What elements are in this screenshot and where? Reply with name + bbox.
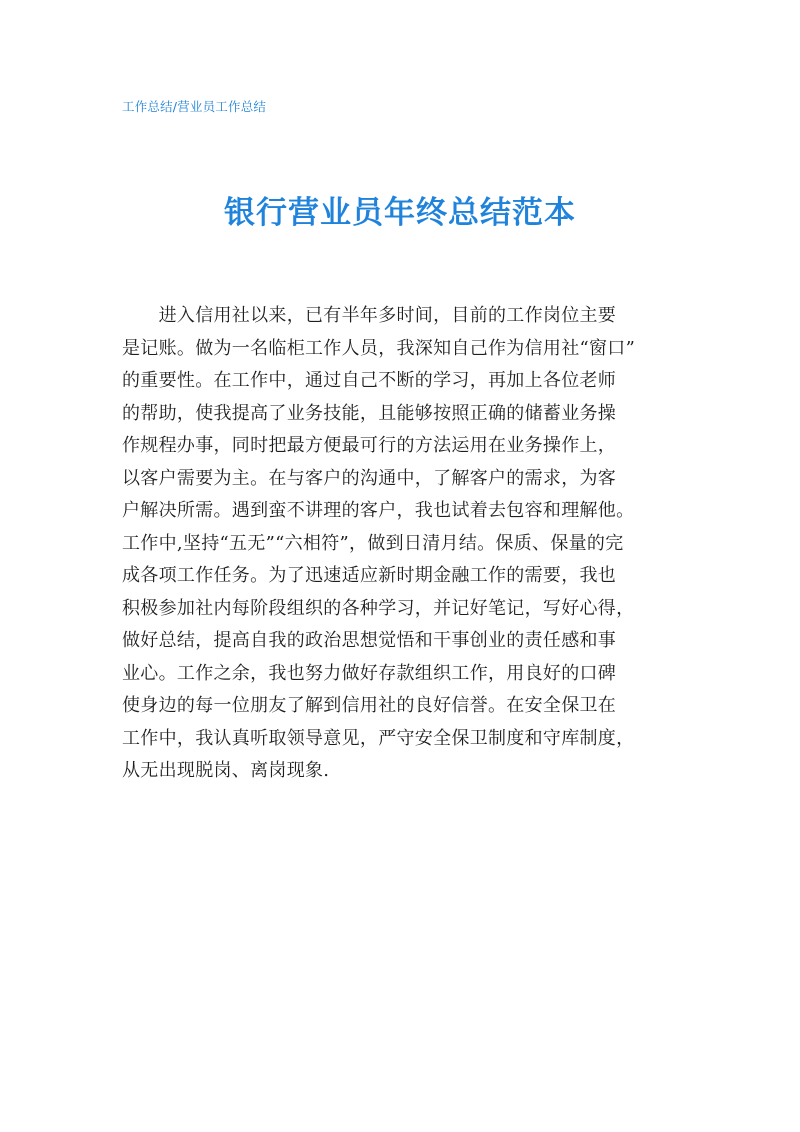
paragraph-line: 做好总结，提高自我的政治思想觉悟和干事创业的责任感和事 — [122, 630, 617, 651]
page-title: 银行营业员年终总结范本 — [224, 195, 576, 231]
paragraph-line: 使身边的每一位朋友了解到信用社的良好信誉。在安全保卫在 — [122, 695, 617, 716]
body-paragraph — [122, 300, 682, 788]
paragraph-line: 是记账。做为一名临柜工作人员，我深知自己作为信用社“窗口” — [122, 337, 636, 359]
paragraph-line: 的帮助，使我提高了业务技能，且能够按照正确的储蓄业务操 — [122, 402, 617, 424]
paragraph-line: 工作中,坚持“五无”“六相符”，做到日清月结。保质、保量的完 — [122, 532, 624, 554]
paragraph-line: 以客户需要为主。在与客户的沟通中，了解客户的需求，为客 — [122, 467, 617, 489]
breadcrumb: 工作总结/营业员工作总结 — [122, 99, 267, 114]
paragraph-line: 业心。工作之余，我也努力做好存款组织工作，用良好的口碑 — [122, 662, 617, 684]
paragraph-line: 积极参加社内每阶段组织的各种学习，并记好笔记，写好心得， — [122, 597, 635, 619]
paragraph-line: 作规程办事，同时把最方便最可行的方法运用在业务操作上， — [122, 435, 617, 456]
paragraph-line: 从无出现脱岗、离岗现象. — [122, 760, 330, 781]
paragraph-line: 成各项工作任务。为了迅速适应新时期金融工作的需要，我也 — [122, 565, 617, 586]
paragraph-line: 工作中，我认真听取领导意见，严守安全保卫制度和守库制度， — [122, 727, 635, 749]
paragraph-line: 的重要性。在工作中，通过自己不断的学习，再加上各位老师 — [122, 370, 617, 391]
paragraph-line: 进入信用社以来，已有半年多时间，目前的工作岗位主要 — [122, 305, 617, 326]
paragraph-line: 户解决所需。遇到蛮不讲理的客户，我也试着去包容和理解他。 — [122, 500, 635, 521]
